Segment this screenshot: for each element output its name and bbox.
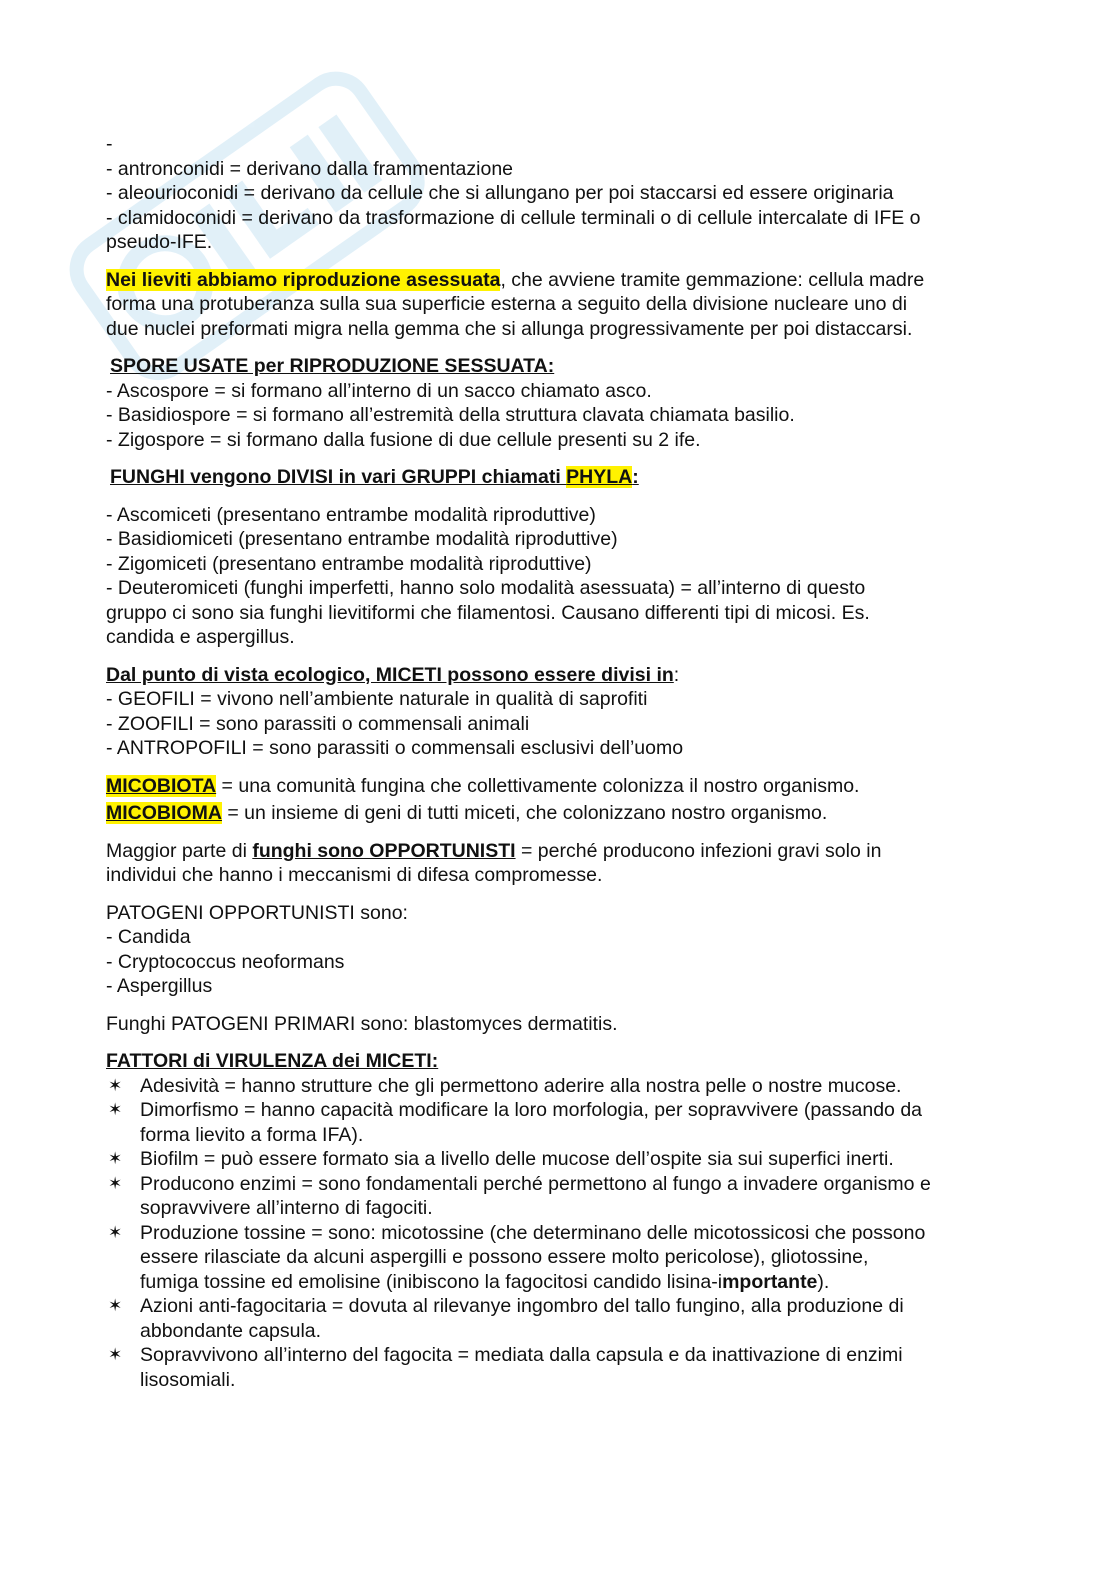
list-item: - Ascomiceti (presentano entrambe modalità riproduttive): [106, 503, 596, 526]
list-item: - GEOFILI = vivono nell’ambiente naturale in qualità di saprofiti: [106, 688, 648, 710]
section-heading-funghi: FUNGHI vengono DIVISI in vari GRUPPI chiamati PHYLA:: [110, 466, 639, 488]
paragraph-line: due nuclei preformati migra nella gemma che si allunga progressivamente per poi distaccarsi.: [106, 317, 913, 340]
list-item: gruppo ci sono sia funghi lievitiformi che filamentosi. Causano differenti tipi di micosi. Es.: [106, 601, 870, 624]
opportunisti-paragraph: Maggior parte di funghi sono OPPORTUNISTI = perché producono infezioni gravi solo in: [106, 839, 882, 862]
list-item: - Basidiospore = si formano all’estremità della struttura clavata chiamata basilio.: [106, 404, 795, 426]
opportunisti-term: funghi sono OPPORTUNISTI: [252, 839, 516, 862]
list-item: - Deuteromiceti (funghi imperfetti, hanno solo modalità asessuata) = all’interno di questo: [106, 577, 866, 599]
list-item: ✶ Dimorfismo = hanno capacità modificare la loro morfologia, per sopravvivere (passando da forma lievito a forma IFA).: [108, 1099, 923, 1146]
micobiota-definition: MICOBIOTA = una comunità fungina che collettivamente colonizza il nostro organismo.: [106, 774, 860, 797]
list-item: - Aspergillus: [106, 975, 213, 997]
list-item: - ZOOFILI = sono parassiti o commensali animali: [106, 712, 530, 735]
document-page: [106, 132, 1018, 1392]
list-item: - Cryptococcus neoformans: [106, 950, 345, 973]
section-heading-ecologico: Dal punto di vista ecologico, MICETI possono essere divisi in:: [106, 663, 680, 686]
list-item: - aleourioconidi = derivano da cellule che si allungano per poi staccarsi ed essere originaria: [106, 182, 894, 204]
micobiota-term: MICOBIOTA: [106, 774, 217, 797]
list-item: - Ascospore = si formano all’interno di un sacco chiamato asco.: [106, 379, 652, 402]
virulenza-list: [106, 1074, 1018, 1393]
list-item: - clamidoconidi = derivano da trasformazione di cellule terminali o di cellule intercalate di IFE o: [106, 206, 921, 229]
list-item: ✶ Sopravvivono all’interno del fagocita = mediata dalla capsula e da inattivazione di enzimi lisosomiali.: [108, 1344, 903, 1391]
star-bullet-icon: ✶: [108, 1173, 123, 1194]
star-bullet-icon: ✶: [108, 1345, 123, 1365]
patogeni-heading: PATOGENI OPPORTUNISTI sono:: [106, 901, 408, 924]
list-item: pseudo-IFE.: [106, 231, 213, 253]
list-item: ✶ Biofilm = può essere formato sia a livello delle mucose dell’ospite sia sui superfici inerti.: [108, 1148, 894, 1170]
lieviti-paragraph: Nei lieviti abbiamo riproduzione asessuata, che avviene tramite gemmazione: cellula madre: [106, 268, 925, 291]
list-item: - Candida: [106, 926, 191, 948]
list-item: - Zigospore = si formano dalla fusione di due cellule presenti su 2 ife.: [106, 428, 701, 451]
lieviti-highlight: Nei lieviti abbiamo riproduzione asessuata: [106, 268, 501, 291]
list-item: ✶ Produzione tossine = sono: micotossine (che determinano delle micotossicosi che possono essere rilasciate da alcuni aspergilli e possono essere molto pericolose), gliotossine, fumiga tossine ed emolisine (inibiscono la fagocitosi candido lisina-importante).: [108, 1221, 926, 1293]
phyla-highlight: PHYLA: [566, 466, 633, 488]
list-item: - Zigomiceti (presentano entrambe modalità riproduttive): [106, 552, 592, 575]
list-item: ✶ Producono enzimi = sono fondamentali perché permettono al fungo a invadere organismo e sopravvivere all’interno di fagociti.: [108, 1172, 931, 1219]
list-item: candida e aspergillus.: [106, 626, 295, 648]
star-bullet-icon: ✶: [108, 1100, 123, 1120]
list-item: - ANTROPOFILI = sono parassiti o commensali esclusivi dell’uomo: [106, 737, 684, 759]
paragraph-line: forma una protuberanza sulla sua superficie esterna a seguito della divisione nucleare uno di: [106, 293, 908, 315]
list-item: - antronconidi = derivano dalla frammentazione: [106, 157, 514, 180]
star-bullet-icon: ✶: [108, 1075, 123, 1096]
star-bullet-icon: ✶: [108, 1296, 123, 1316]
section-heading-virulenza: FATTORI di VIRULENZA dei MICETI:: [106, 1050, 439, 1072]
list-item: ✶ Azioni anti-fagocitaria = dovuta al rilevanye ingombro del tallo fungino, alla produzione di abbondante capsula.: [108, 1295, 904, 1342]
section-heading-spore: SPORE USATE per RIPRODUZIONE SESSUATA:: [110, 355, 555, 377]
micobioma-definition: MICOBIOMA = un insieme di geni di tutti miceti, che colonizzano nostro organismo.: [106, 802, 828, 824]
list-item: - Basidiomiceti (presentano entrambe modalità riproduttive): [106, 528, 618, 550]
bold-text: mportante: [722, 1270, 818, 1293]
list-item: ✶ Adesività = hanno strutture che gli permettono aderire alla nostra pelle o nostre mucose.: [108, 1074, 902, 1097]
micobioma-term: MICOBIOMA: [106, 802, 222, 824]
intro-dash: -: [106, 133, 113, 155]
paragraph-line: individui che hanno i meccanismi di difesa compromesse.: [106, 864, 603, 886]
star-bullet-icon: ✶: [108, 1222, 123, 1243]
primari-paragraph: Funghi PATOGENI PRIMARI sono: blastomyces dermatitis.: [106, 1012, 618, 1035]
star-bullet-icon: ✶: [108, 1149, 123, 1169]
